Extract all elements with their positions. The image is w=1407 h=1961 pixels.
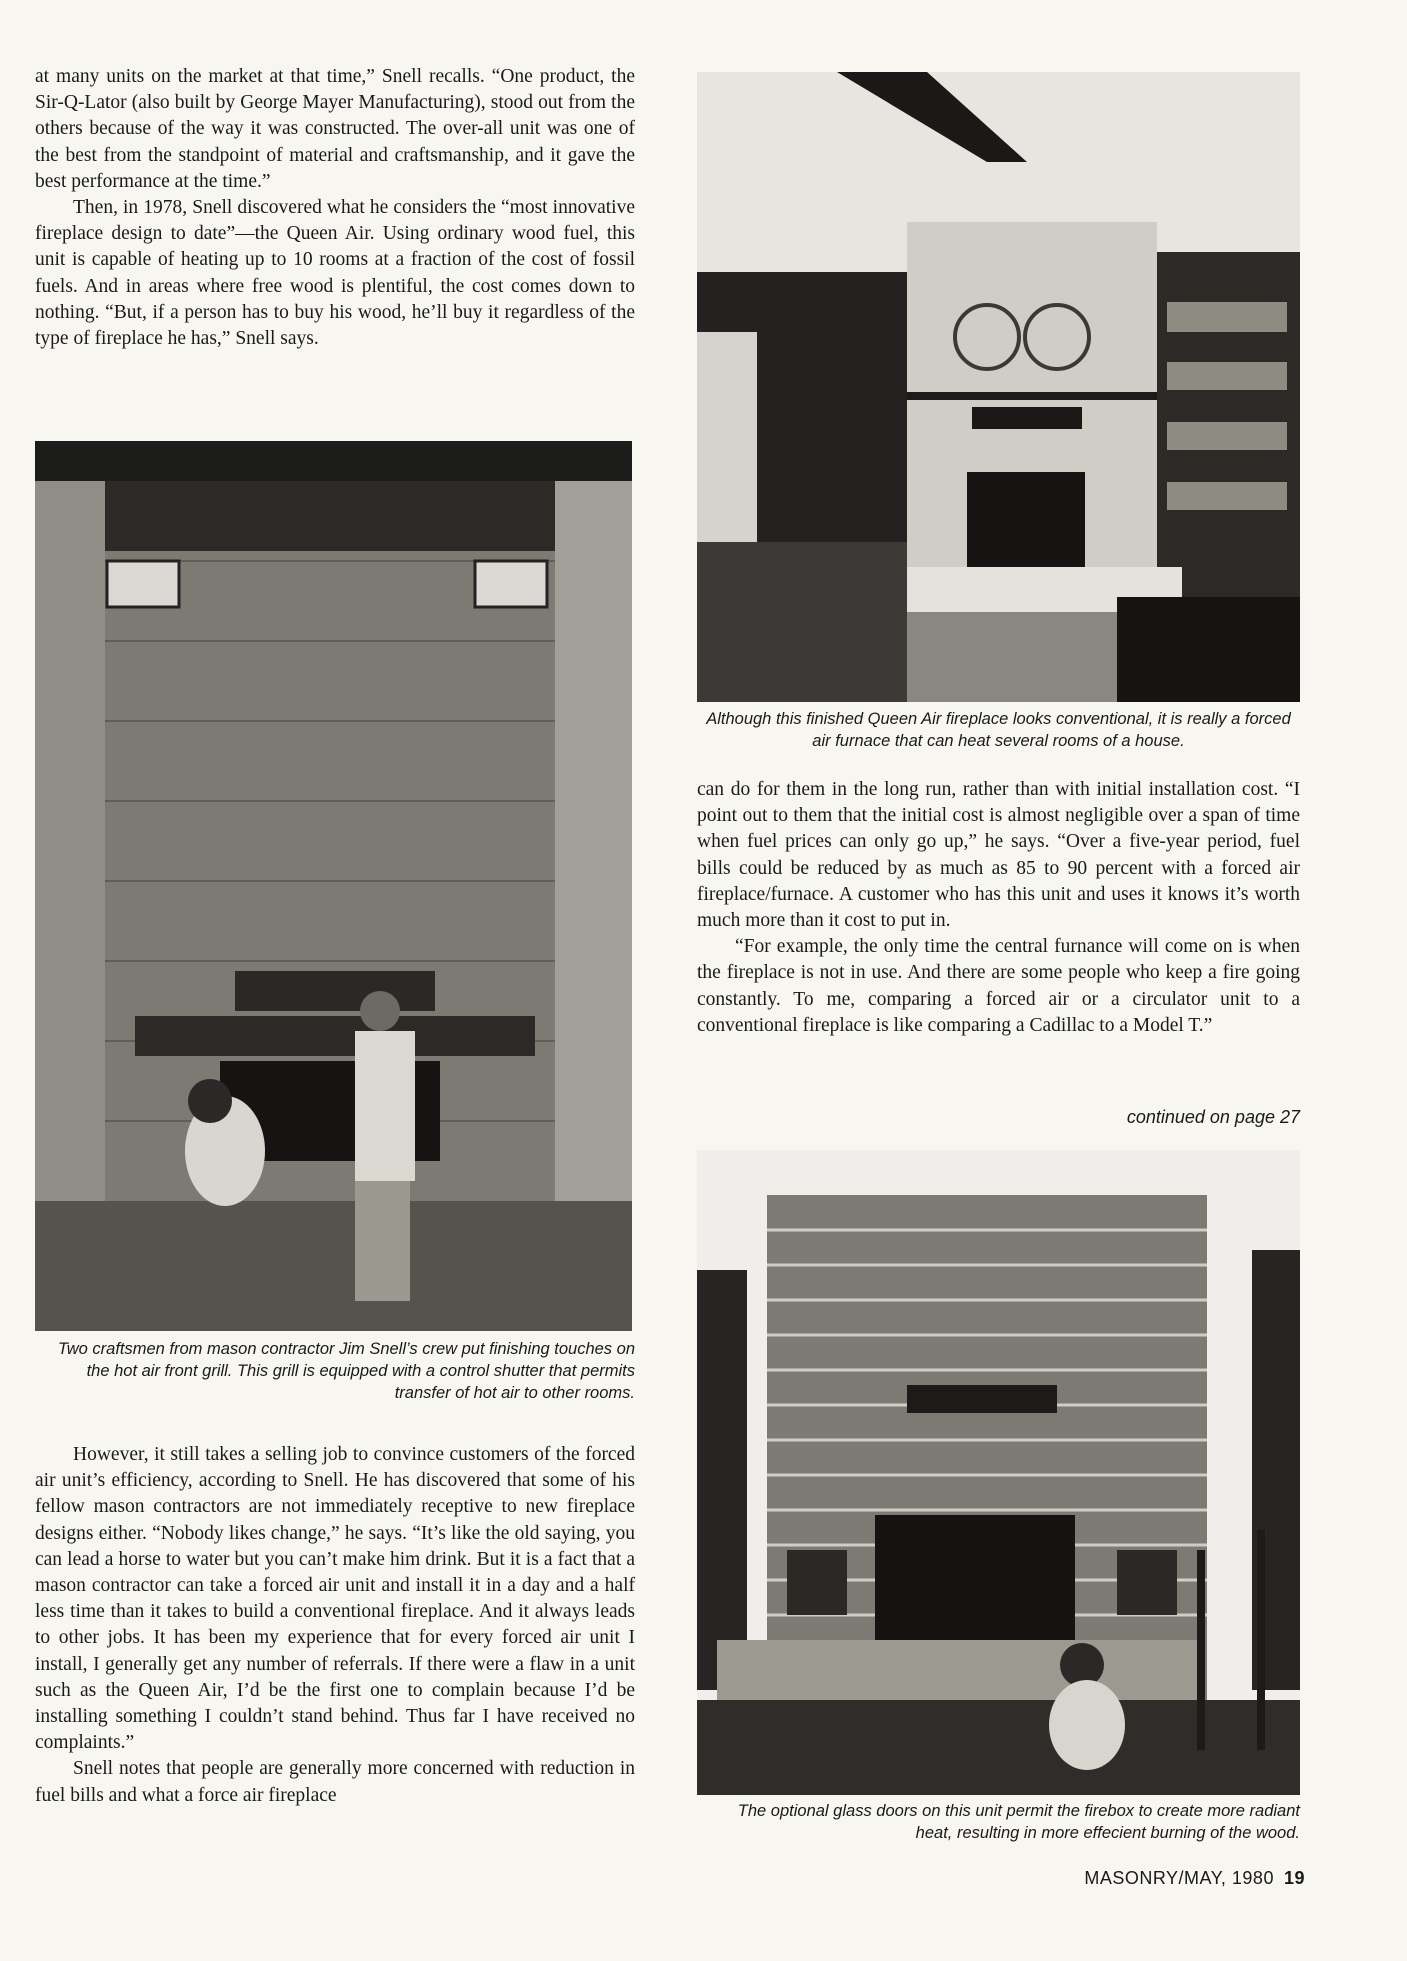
brick-fireplace-image xyxy=(697,1150,1300,1795)
brick-fireplace-photo xyxy=(697,1150,1300,1795)
continued-note: continued on page 27 xyxy=(1126,1107,1300,1127)
top-right-photo-caption: Although this finished Queen Air fireplace looks conventional, it is really a forced air furnace that can heat several rooms of a house. xyxy=(706,710,1291,750)
body-paragraph: Then, in 1978, Snell discovered what he considers the “most innovative fireplace design to date”—the Queen Air. Using ordinary wood fuel, this unit is capable of heating up to 10 rooms at a fraction of the cost of fossil fuels. And in areas where free wood is plentiful, the cost comes down to nothing. “But, if a person has to buy his wood, he’ll buy it regardless of the type of fireplace he has,” Snell says. xyxy=(35,197,635,350)
page-number: 19 xyxy=(1283,1868,1305,1888)
body-paragraph: “For example, the only time the central furnance will come on is when the fireplace is not in use. And there are some people who keep a fire going constantly. To me, comparing a forced air or a circulator unit to a conventional fireplace is like comparing a Cadillac to a Model T.” xyxy=(697,936,1300,1036)
finished-fireplace-photo xyxy=(697,72,1300,702)
left-column-bottom-text xyxy=(35,1442,635,1809)
body-paragraph: Snell notes that people are generally more concerned with reduction in fuel bills and what a force air fireplace xyxy=(35,1758,635,1806)
left-photo-caption: Two craftsmen from mason contractor Jim Snell’s crew put finishing touches on the hot air front grill. This grill is equipped with a control shutter that permits transfer of hot air to other rooms. xyxy=(57,1340,635,1402)
bottom-right-photo-caption: The optional glass doors on this unit permit the firebox to create more radiant heat, resulting in more effecient burning of the wood. xyxy=(737,1802,1300,1842)
left-column-top-text xyxy=(35,64,635,352)
page-footer xyxy=(1000,1868,1305,1889)
body-paragraph: at many units on the market at that time,” Snell recalls. “One product, the Sir-Q-Lator (also built by George Mayer Manufacturing), stood out from the others because of the way it was constructed. The over-all unit was one of the best from the standpoint of material and craftsmanship, and it gave the best performance at the time.” xyxy=(35,66,635,192)
body-paragraph: However, it still takes a selling job to convince customers of the forced air unit’s efficiency, according to Snell. He has discovered that some of his fellow mason contractors are not immediately receptive to new fireplace designs either. “Nobody likes change,” he says. “It’s like the old saying, you can lead a horse to water but you can’t make him drink. But it is a fact that a mason contractor can take a forced air unit and install it in a day and a half less time than it takes to build a conventional fireplace. And it always leads to other jobs. It has been my experience that for every forced air unit I install, I generally get any number of referrals. If there were a flaw in a unit such as the Queen Air, I’d be the first one to complain because I’d be installing something I couldn’t stand behind. Thus far I have received no complaints.” xyxy=(35,1444,635,1754)
body-paragraph: can do for them in the long run, rather than with initial installation cost. “I point out to them that the initial cost is almost negligible over a span of time when fuel prices can only go up,” he says. “Over a five-year period, fuel bills could be reduced by as much as 85 to 90 percent with a forced air fireplace/furnace. A customer who has this unit and uses it knows it’s worth much more than it cost to put in. xyxy=(697,779,1300,932)
publication-name: MASONRY/MAY, 1980 xyxy=(1084,1868,1274,1888)
right-column-text xyxy=(697,777,1300,1039)
masons-at-work-photo xyxy=(35,441,632,1331)
masons-at-work-image xyxy=(35,441,632,1331)
finished-fireplace-image xyxy=(697,72,1300,702)
